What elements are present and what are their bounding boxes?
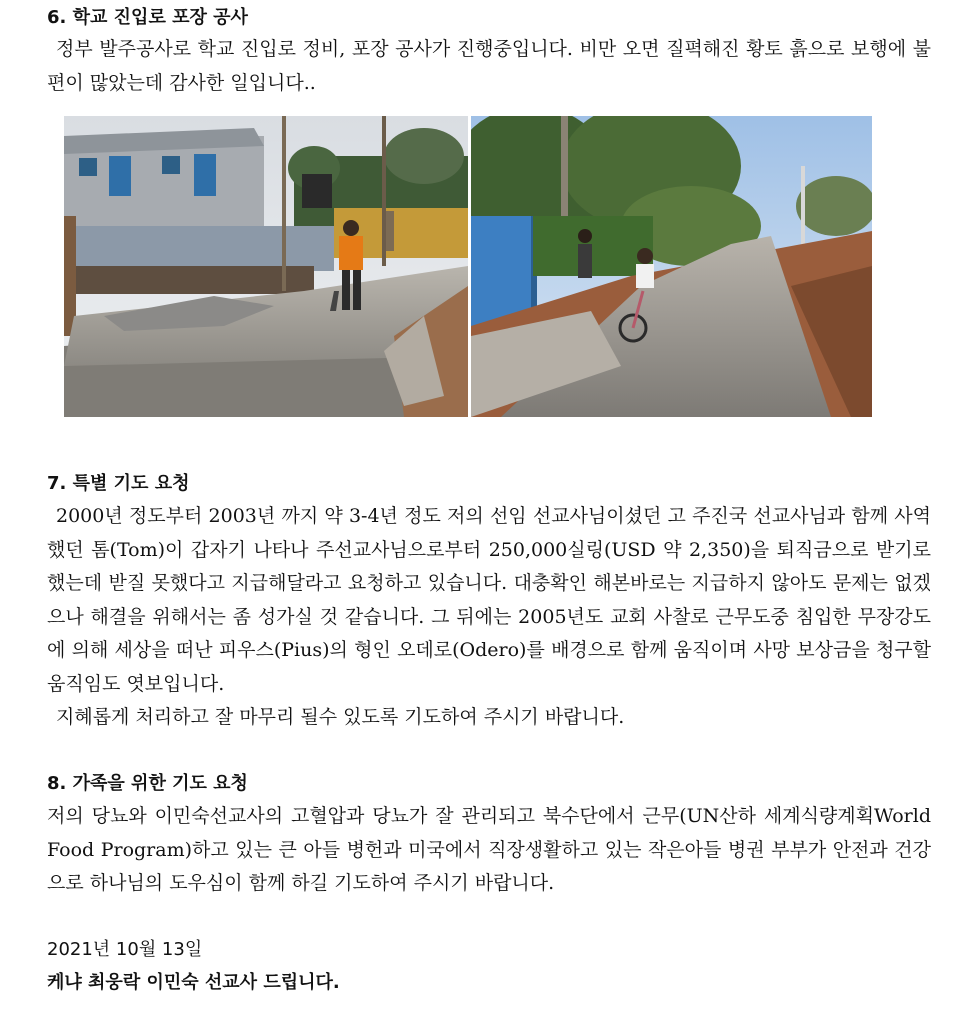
section-7-paragraph-1: 2000년 정도부터 2003년 까지 약 3-4년 정도 저의 선임 선교사님이셨던 고 주진국 선교사님과 함께 사역했던 톰(Tom)이 갑자기 나타나 주선교사님으로부터 250,000실링(USD 약 2,350)을 퇴직금으로 받기로 했는데 받질 못했다고 지급해달라고 요청하고 있습니다. 대충확인 해본바로는 지급하지 않아도 문제는 없겠으나 해결을 위해서는 좀 성가실 것 같습니다. 그 뒤에는 2005년도 교회 사찰로 근무도중 침입한 무장강도에 의해 세상을 떠난 피우스(Pius)의 형인 오데로(Odero)를 배경으로 함께 움직이며 사망 보상금을 청구할 움직임도 엿보입니다.	[47, 505, 931, 695]
letter-date: 2021년 10월 13일	[47, 939, 203, 960]
section-7-paragraph-2: 지혜롭게 처리하고 잘 마무리 될수 있도록 기도하여 주시기 바랍니다.	[56, 706, 625, 728]
section-8-heading: 8. 가족을 위한 기도 요청	[47, 773, 248, 794]
letter-sender: 케냐 최웅락 이민숙 선교사 드립니다.	[47, 972, 340, 993]
signature-block	[47, 933, 340, 999]
photo-row	[64, 116, 872, 417]
child-on-bicycle-photo	[471, 116, 872, 417]
paving-worker-photo	[64, 116, 468, 417]
section-6-body: 정부 발주공사로 학교 진입로 정비, 포장 공사가 진행중입니다. 비만 오면 질펵해진 황토 흙으로 보행에 불편이 많았는데 감사한 일입니다..	[47, 38, 931, 94]
section-7-heading: 7. 특별 기도 요청	[47, 473, 190, 494]
section-8-body: 저의 당뇨와 이민숙선교사의 고혈압과 당뇨가 잘 관리되고 북수단에서 근무(UN산하 세계식량계획World Food Program)하고 있는 큰 아들 병헌과 미국에서 직장생활하고 있는 작은아들 병권 부부가 안전과 건강으로 하나님의 도우심이 함께 하길 기도하여 주시기 바랍니다.	[47, 805, 931, 894]
section-6-heading: 6. 학교 진입로 포장 공사	[47, 7, 248, 28]
section-7-content	[47, 500, 931, 735]
